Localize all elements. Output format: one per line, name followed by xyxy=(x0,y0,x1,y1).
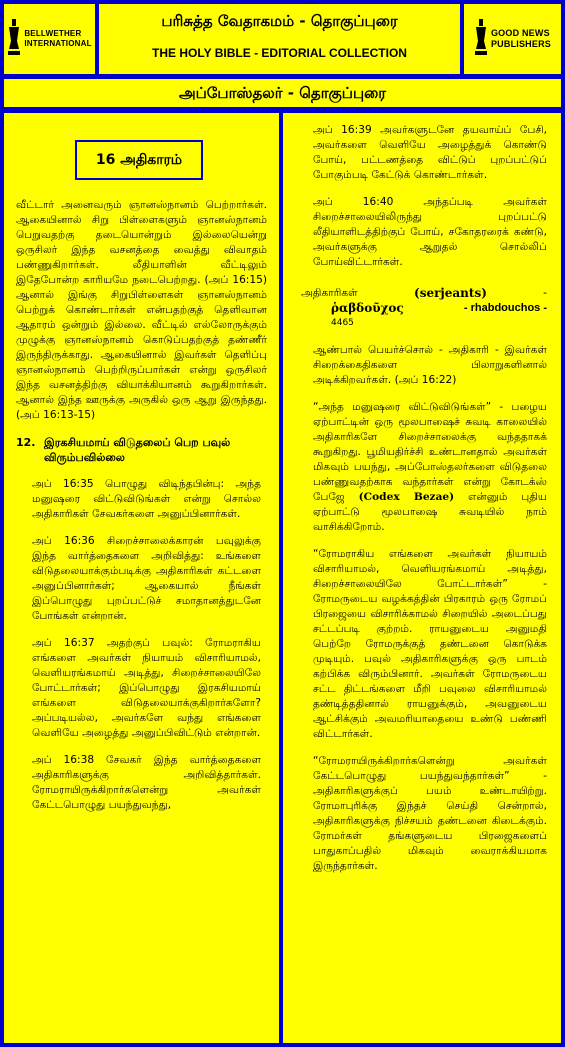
good-news-logo xyxy=(464,4,561,74)
verse-paragraph: அப் 16:40 அந்தப்படி அவர்கள் சிறைச்சாலையிலிருந்து புறப்பட்டு லீதியாளிடத்திற்குப் போய், சகோதரரைக் கண்டு, அவர்களுக்கு ஆறுதல் சொல்லிப் போய்விட்டார்கள். xyxy=(313,196,547,268)
lamp-icon xyxy=(474,19,488,59)
strongs-number: 4465 xyxy=(331,318,354,328)
verse-paragraph: அப் 16:38 சேவகர் இந்த வார்த்தைகளை அதிகாரிகளுக்கு அறிவித்தார்கள். ரோமராயிருக்கிறார்களென்று அவர்கள் கேட்டபொழுது பயந்துவந்து, xyxy=(32,754,261,811)
left-column-content xyxy=(4,113,279,1043)
title-english: THE HOLY BIBLE - EDITORIAL COLLECTION xyxy=(152,46,407,60)
codex-text-post: என்னும் புதிய ஏற்பாட்டு மூலபாஷை சுவடியில் நாம் வாசிக்கிறோம். xyxy=(313,491,547,533)
term-label: அதிகாரிகள் xyxy=(301,287,358,299)
right-logo-line1: GOOD NEWS xyxy=(490,28,550,38)
term-transliteration: - rhabdouchos - xyxy=(463,302,547,314)
definition-paragraph: ஆண்பால் பெயர்ச்சொல் - அதிகாரி - இவர்கள் சிறைக்கைதிகளை பிலாறுகளினால் அடிக்கிறவர்கள். (அப் 16:22) xyxy=(313,344,547,386)
right-logo-line2: PUBLISHERS xyxy=(490,39,551,49)
right-column-content xyxy=(283,113,561,1043)
subheading-number: 12. xyxy=(16,436,36,449)
greek-term-block xyxy=(301,286,547,331)
verse-paragraph: அப் 16:36 சிறைச்சாலைக்காரன் பவுலுக்கு இந்த வார்த்தைகளை அறிவித்து: உங்களை விடுதலையாக்கும்படிக்கு அதிகாரிகள் கட்டளை அனுப்பினார்கள்; ஆகையால் நீங்கள் இப்பொழுது புறப்பட்டுச் சமாதானத்துடனே போங்கள் என்றான். xyxy=(32,535,261,622)
verse-paragraph: அப் 16:37 அதற்குப் பவுல்: ரோமராகிய எங்களை அவர்கள் நியாயம் விசாரியாமல், வெளியரங்கமாய் அடித்து, சிறைச்சாலையிலே போட்டார்கள்; இப்பொழுது இரகசியமாய் எங்களை விடுதலையாக்குகிறார்களோ? அப்படியல்ல, அவர்களே வந்து எங்களை வெளியே அழைத்து அனுப்பிவிட்டும் என்றான். xyxy=(32,637,261,739)
term-dash: - xyxy=(543,287,547,299)
bellwether-logo xyxy=(4,4,95,74)
codex-name: (Codex Bezae) xyxy=(358,491,455,503)
commentary-paragraph xyxy=(313,400,547,535)
term-greek: ῥαβδοῦχος xyxy=(331,301,404,315)
commentary-paragraph: “ரோமராகிய எங்களை அவர்கள் நியாயம் விசாரியாமல், வெளியரங்கமாய் அடித்து, சிறைச்சாலையிலே போட்டார்கள்” - ரோமருடைய வழக்கத்தின் பிரகாரம் ஒரு ரோமப் பிரஜையை விசாரிக்காமல் சிறையில் அடைப்பது சட்டப்படி குற்றம். ராயனுடைய அனுமதி பெற்றே ரோமருக்குத் தண்டனை கொடுக்க முடியும். பவுல் அதிகாரிகளுக்கு ஒரு பாடம் கற்பிக்க விரும்பினார். அவர்கள் ரோமருடைய சட்ட திட்டங்களை மீறி பவுலை விசாரியாமல் தண்டித்ததினால் ராயனுக்கும், அவனுடைய ஆட்சிக்கும் அவமரியாதையை உண்டு பண்ணி விட்டார்கள். xyxy=(313,548,547,740)
lamp-icon xyxy=(7,19,21,59)
left-logo-line2: INTERNATIONAL xyxy=(24,39,92,48)
commentary-paragraph: வீட்டார் அனைவரும் ஞானஸ்நானம் பெற்றார்கள். ஆகையினால் சிறு பிள்ளைகளும் ஞானஸ்நானம் பெறுவதற்கு தடையொன்றும் இல்லையென்று ஒருசிலர் இந்த வசனத்தை வைத்து விவாதம் பண்ணுகிறார்கள். லீதியாளின் வீட்டிலும் இதேபோன்ற காரியமே நடைபெற்றது. (அப் 16:15) ஆனால் இங்கு சிறுபிள்ளைகள் ஞானஸ்நானம் பெற்றுக் கொண்டார்கள் என்பதற்குத் தெளிவான ஆதாரம் ஒன்றும் இல்லை. வீட்டில் எல்லோருக்கும் முழுக்கு ஞானஸ்நானம் கொடுப்பதற்குத் தண்ணீர் இருந்திருக்காது. ஆகையினால் இவர்கள் தெளிப்பு ஞானஸ்நானம் பெற்றிருப்பார்கள் என்று ஒருசிலர் இந்த வசனத்திற்கு வியாக்கியானம் கூறுகிறார்கள். ஆனால் இந்த ஊருக்கு அருகில் ஒரு ஆறு இருந்தது. (அப் 16:13-15) xyxy=(16,199,267,421)
title-tamil: பரிசுத்த வேதாகமம் - தொகுப்புரை xyxy=(161,12,398,30)
subheading xyxy=(16,435,267,465)
header-title-box xyxy=(99,4,460,74)
commentary-paragraph: “ரோமராயிருக்கிறார்களென்று அவர்கள் கேட்டபொழுது பயந்துவந்தார்கள்” - அதிகாரிகளுக்குப் பயம் உண்டாயிற்று. ரோமாபுரிக்கு இந்தச் செய்தி சென்றால், அதிகாரிகளுக்கு நிச்சயம் தண்டனை கிடைக்கும். ரோமர்கள் தங்களுடைய பிரஜைகளைப் பாதுகாப்பதில் மிகவும் வைராக்கியமாக இருந்தார்கள். xyxy=(313,755,547,872)
term-english: (serjeants) xyxy=(414,286,487,300)
chapter-heading: 16 அதிகாரம் xyxy=(75,140,203,180)
left-logo-line1: BELLWETHER xyxy=(24,29,82,38)
codex-text-pre: “அந்த மனுஷரை விட்டுவிடுங்கள்” - பழைய ஏற்பாட்டின் ஒரு மூலபாஷைச் சுவடி காலையில் அதிகாரிகளே சிறைச்சாலைக்கு வந்ததாகக் கூறுகிறது. பூமியதிர்ச்சி உண்டானதால் அவர்கள் மிகவும் பயந்து, அப்போஸ்தலர்களை விடுதலை பண்ணுவதற்காக வந்தார்கள் என்று கோடக்ஸ் பேஜே xyxy=(313,401,547,503)
verse-paragraph: அப் 16:39 அவர்களுடனே தயவாய்ப் பேசி, அவர்களை வெளியே அழைத்துக் கொண்டு போய், பட்டணத்தை விட்டுப் புறப்பட்டுப் போகும்படி கேட்டுக் கொண்டார்கள். xyxy=(313,124,547,181)
verse-paragraph: அப் 16:35 பொழுது விடிந்தபின்பு: அந்த மனுஷரை விட்டுவிடுங்கள் என்று சொல்ல அதிகாரிகள் சேவகர்களை அனுப்பினார்கள். xyxy=(32,478,261,520)
section-title: அப்போஸ்தலர் - தொகுப்புரை xyxy=(4,79,561,107)
subheading-text: இரகசியமாய் விடுதலைப் பெற பவுல் விரும்பவில்லை xyxy=(44,436,231,464)
